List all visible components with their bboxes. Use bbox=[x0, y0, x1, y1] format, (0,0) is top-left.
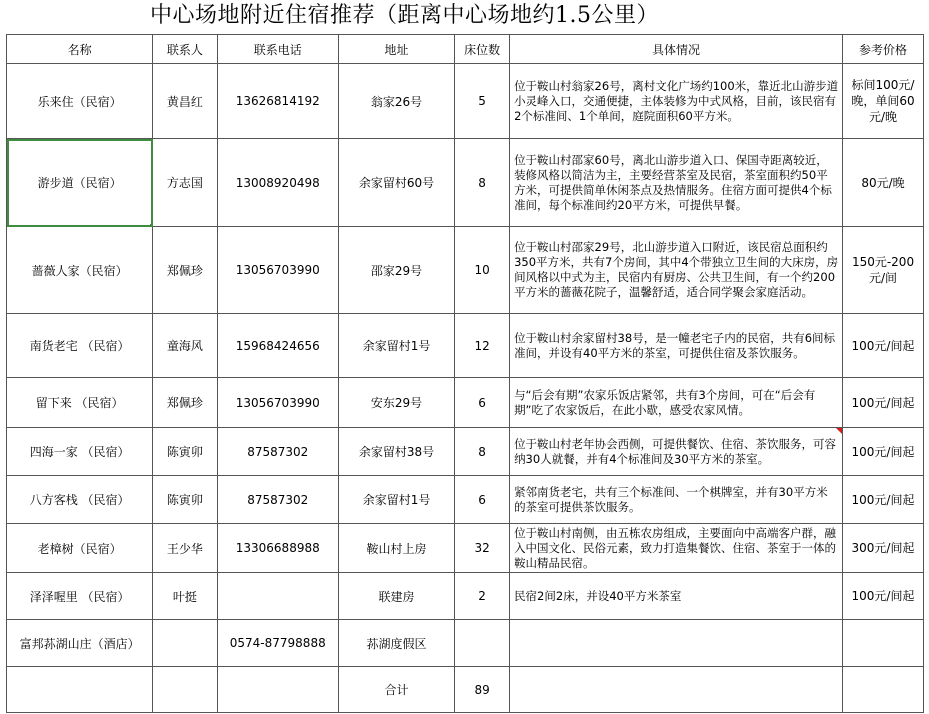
cell-address[interactable]: 翁家26号 bbox=[338, 64, 454, 139]
cell-price[interactable]: 100元/间起 bbox=[843, 378, 924, 428]
header-name[interactable]: 名称 bbox=[7, 35, 153, 64]
cell-address[interactable]: 邵家29号 bbox=[338, 227, 454, 314]
cell-beds[interactable]: 12 bbox=[455, 314, 510, 378]
cell-phone[interactable]: 87587302 bbox=[217, 476, 338, 524]
cell-empty[interactable] bbox=[510, 667, 843, 713]
header-beds[interactable]: 床位数 bbox=[455, 35, 510, 64]
cell-price[interactable]: 80元/晚 bbox=[843, 139, 924, 227]
cell-name[interactable]: 四海一家 （民宿） bbox=[7, 428, 153, 476]
cell-beds[interactable]: 2 bbox=[455, 573, 510, 620]
cell-price[interactable]: 100元/间起 bbox=[843, 314, 924, 378]
cell-beds[interactable]: 6 bbox=[455, 476, 510, 524]
table-row bbox=[7, 139, 924, 227]
cell-phone[interactable]: 87587302 bbox=[217, 428, 338, 476]
table-row bbox=[7, 428, 924, 476]
cell-name[interactable]: 蔷薇人家（民宿） bbox=[7, 227, 153, 314]
table-row bbox=[7, 227, 924, 314]
cell-detail[interactable] bbox=[510, 620, 843, 667]
cell-beds[interactable]: 10 bbox=[455, 227, 510, 314]
table-row bbox=[7, 64, 924, 139]
cell-phone[interactable]: 13626814192 bbox=[217, 64, 338, 139]
cell-address[interactable]: 荪湖度假区 bbox=[338, 620, 454, 667]
cell-name[interactable]: 八方客栈 （民宿） bbox=[7, 476, 153, 524]
cell-contact[interactable]: 童海风 bbox=[153, 314, 217, 378]
cell-address[interactable]: 余家留村38号 bbox=[338, 428, 454, 476]
total-label[interactable]: 合计 bbox=[338, 667, 454, 713]
cell-beds[interactable]: 5 bbox=[455, 64, 510, 139]
cell-name[interactable]: 富邦荪湖山庄（酒店） bbox=[7, 620, 153, 667]
header-contact[interactable]: 联系人 bbox=[153, 35, 217, 64]
cell-beds[interactable] bbox=[455, 620, 510, 667]
total-row bbox=[7, 667, 924, 713]
cell-detail[interactable]: 位于鞍山村南侧，由五栋农房组成，主要面向中高端客户群，融入中国文化、民俗元素，致力打造集餐饮、住宿、茶室于一体的鞍山精品民宿。 bbox=[510, 524, 843, 573]
cell-empty[interactable] bbox=[7, 667, 153, 713]
cell-phone[interactable]: 0574-87798888 bbox=[217, 620, 338, 667]
cell-price[interactable]: 100元/间起 bbox=[843, 428, 924, 476]
cell-detail[interactable]: 与“后会有期”农家乐饭店紧邻，共有3个房间，可在“后会有期”吃了农家饭后，在此小歇，感受农家风情。 bbox=[510, 378, 843, 428]
cell-price[interactable]: 100元/间起 bbox=[843, 476, 924, 524]
cell-beds[interactable]: 32 bbox=[455, 524, 510, 573]
cell-contact[interactable]: 王少华 bbox=[153, 524, 217, 573]
cell-address[interactable]: 余家留村60号 bbox=[338, 139, 454, 227]
header-row bbox=[7, 35, 924, 64]
cell-address[interactable]: 联建房 bbox=[338, 573, 454, 620]
table-row bbox=[7, 378, 924, 428]
header-price[interactable]: 参考价格 bbox=[843, 35, 924, 64]
cell-beds[interactable]: 6 bbox=[455, 378, 510, 428]
cell-price[interactable] bbox=[843, 620, 924, 667]
cell-name[interactable]: 留下来 （民宿） bbox=[7, 378, 153, 428]
cell-address[interactable]: 安东29号 bbox=[338, 378, 454, 428]
cell-phone[interactable]: 13008920498 bbox=[217, 139, 338, 227]
cell-name-selected[interactable]: 游步道（民宿） bbox=[7, 139, 153, 227]
lodging-table bbox=[6, 34, 924, 713]
header-address[interactable]: 地址 bbox=[338, 35, 454, 64]
cell-phone[interactable]: 13056703990 bbox=[217, 227, 338, 314]
cell-address[interactable]: 余家留村1号 bbox=[338, 314, 454, 378]
cell-contact[interactable]: 方志国 bbox=[153, 139, 217, 227]
cell-detail[interactable]: 紧邻南货老宅，共有三个标准间、一个棋牌室，并有30平方米的茶室可提供茶饮服务。 bbox=[510, 476, 843, 524]
cell-name[interactable]: 老樟树（民宿） bbox=[7, 524, 153, 573]
cell-detail[interactable]: 位于鞍山村邵家60号，离北山游步道入口、保国寺距离较近，装修风格以简洁为主，主要经营茶室及民宿，茶室面积约50平方米，可提供简单休闲茶点及热情服务。住宿方面可提供4个标准间，每个标准间约20平方米，可提供早餐。 bbox=[510, 139, 843, 227]
table-row bbox=[7, 314, 924, 378]
table-row bbox=[7, 573, 924, 620]
sheet-title: 中心场地附近住宿推荐（距离中心场地约1.5公里） bbox=[150, 3, 659, 28]
cell-price[interactable]: 300元/间起 bbox=[843, 524, 924, 573]
cell-name[interactable]: 乐来住（民宿） bbox=[7, 64, 153, 139]
cell-phone[interactable]: 13056703990 bbox=[217, 378, 338, 428]
cell-name[interactable]: 泽泽喔里 （民宿） bbox=[7, 573, 153, 620]
cell-phone[interactable]: 13306688988 bbox=[217, 524, 338, 573]
cell-name[interactable]: 南货老宅 （民宿） bbox=[7, 314, 153, 378]
cell-detail[interactable]: 位于鞍山村翁家26号，离村文化广场约100米，靠近北山游步道小灵峰入口，交通便捷，主体装修为中式风格，目前，该民宿有2个标准间、1个单间，庭院面积60平方米。 bbox=[510, 64, 843, 139]
cell-price[interactable]: 150元-200元/间 bbox=[843, 227, 924, 314]
cell-beds[interactable]: 8 bbox=[455, 428, 510, 476]
cell-contact[interactable]: 叶挺 bbox=[153, 573, 217, 620]
table-row bbox=[7, 620, 924, 667]
table-row bbox=[7, 476, 924, 524]
cell-empty[interactable] bbox=[843, 667, 924, 713]
cell-phone[interactable] bbox=[217, 573, 338, 620]
cell-detail[interactable]: 位于鞍山村老年协会西侧，可提供餐饮、住宿、茶饮服务，可容纳30人就餐，并有4个标准间及30平方米的茶室。 bbox=[510, 428, 843, 476]
cell-contact[interactable]: 郑佩珍 bbox=[153, 227, 217, 314]
cell-empty[interactable] bbox=[217, 667, 338, 713]
cell-contact[interactable]: 陈寅卯 bbox=[153, 476, 217, 524]
cell-detail[interactable]: 位于鞍山村邵家29号，北山游步道入口附近，该民宿总面积约350平方米，共有7个房间，其中4个带独立卫生间的大床房，房间风格以中式为主，民宿内有厨房、公共卫生间，有一个约200平方米的蔷薇花院子，温馨舒适，适合同学聚会家庭活动。 bbox=[510, 227, 843, 314]
cell-empty[interactable] bbox=[153, 667, 217, 713]
cell-price[interactable]: 100元/间起 bbox=[843, 573, 924, 620]
cell-phone[interactable]: 15968424656 bbox=[217, 314, 338, 378]
cell-contact[interactable]: 郑佩珍 bbox=[153, 378, 217, 428]
cell-beds[interactable]: 8 bbox=[455, 139, 510, 227]
header-detail[interactable]: 具体情况 bbox=[510, 35, 843, 64]
cell-contact[interactable]: 黄昌红 bbox=[153, 64, 217, 139]
cell-address[interactable]: 余家留村1号 bbox=[338, 476, 454, 524]
header-phone[interactable]: 联系电话 bbox=[217, 35, 338, 64]
cell-price[interactable]: 标间100元/晚，单间60元/晚 bbox=[843, 64, 924, 139]
cell-detail[interactable]: 民宿2间2床，并设40平方米茶室 bbox=[510, 573, 843, 620]
cell-contact[interactable]: 陈寅卯 bbox=[153, 428, 217, 476]
cell-address[interactable]: 鞍山村上房 bbox=[338, 524, 454, 573]
table-row bbox=[7, 524, 924, 573]
total-value[interactable]: 89 bbox=[455, 667, 510, 713]
cell-contact[interactable] bbox=[153, 620, 217, 667]
cell-detail[interactable]: 位于鞍山村余家留村38号，是一幢老宅子内的民宿，共有6间标准间，并设有40平方米的茶室，可提供住宿及茶饮服务。 bbox=[510, 314, 843, 378]
